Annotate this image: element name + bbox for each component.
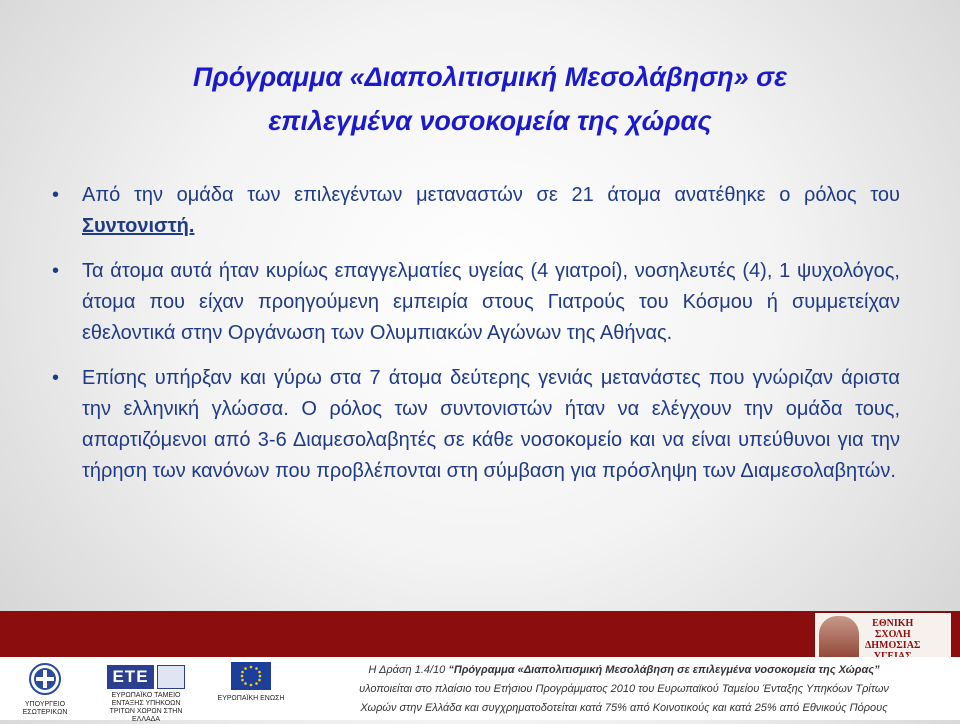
bullet-1-text: Από την ομάδα των επιλεγέντων μεταναστών σε 21 άτομα ανατέθηκε ο ρόλος του (82, 184, 900, 206)
school-line-3: ΔΗΜΟΣΙΑΣ (865, 640, 921, 651)
school-line-2: ΣΧΟΛΗ (874, 629, 911, 640)
slide-title-line-1: Πρόγραμμα «Διαπολιτισμική Μεσολάβηση» σε (193, 62, 787, 92)
ministry-logo (6, 662, 84, 717)
ministry-caption: ΥΠΟΥΡΓΕΙΟ ΕΣΩΤΕΡΙΚΩΝ (22, 701, 68, 716)
eu-flag-icon (231, 662, 271, 690)
bullet-2-text: Τα άτομα αυτά ήταν κυρίως επαγγελματίες υγείας (4 γιατροί), νοσηλευτές (4), 1 ψυχολόγος, άτομα που είχαν προηγούμενη εμπειρία στους Γιατρούς του Κόσμου ή συμμετείχαν εθελοντικά στην Οργάνωση των Ολυμπιακών Αγώνων της Αθήνας. (82, 260, 900, 344)
slide-title-line-2: επιλεγμένα νοσοκομεία της χώρας (268, 106, 712, 136)
ete-logo (100, 662, 192, 724)
greek-emblem-icon (28, 662, 62, 696)
funding-line-2: υλοποιείται στο πλαίσιο του Ετήσιου Προγράμματος 2010 του Ευρωπαϊκού Ταμείου Ένταξης Υπηκόων Τρίτων (359, 683, 889, 695)
bullet-list (48, 180, 900, 501)
ete-caption: ΕΥΡΩΠΑΪΚΟ ΤΑΜΕΙΟ ΕΝΤΑΞΗΣ ΥΠΗΚΟΩΝ ΤΡΙΤΩΝ ΧΩΡΩΝ ΣΤΗΝ ΕΛΛΑΔΑ (109, 692, 183, 723)
eu-caption: ΕΥΡΩΠΑΪΚΗ ΕΝΩΣΗ (217, 695, 285, 702)
coordinator-term: Συντονιστή. (82, 215, 195, 237)
bullet-item-2 (48, 256, 900, 349)
ete-emblem-icon (157, 665, 185, 689)
funding-line-1-prefix: Η Δράση 1.4/10 (368, 664, 449, 676)
bullet-marker: • (52, 184, 60, 206)
eu-logo (212, 662, 290, 703)
bullet-item-3 (48, 363, 900, 487)
funding-statement (298, 661, 950, 718)
school-logo-text (865, 618, 920, 662)
funding-line-1-program: “Πρόγραμμα «Διαπολιτισμική Μεσολάβηση σε επιλεγμένα νοσοκομεία της Χώρας” (448, 664, 880, 676)
bullet-item-1 (48, 180, 900, 242)
ete-mark: ΕΤΕ (107, 665, 153, 689)
school-line-1: ΕΘΝΙΚΗ (872, 618, 914, 629)
funding-line-3: Χωρών στην Ελλάδα και συγχρηματοδοτείται κατά 75% από Κοινοτικούς και κατά 25% από Εθνικούς Πόρους (360, 702, 888, 714)
slide-title (60, 55, 920, 143)
bullet-3-text: Επίσης υπήρξαν και γύρω στα 7 άτομα δεύτερης γενιάς μετανάστες που γνώριζαν άριστα την ελληνική γλώσσα. Ο ρόλος των συντονιστών ήταν να ελέγχουν την ομάδα τους, απαρτιζόμενοι από 3-6 Διαμεσολαβητές σε κάθε νοσοκομείο και να είναι υπεύθυνοι για την τήρηση των κανόνων που προβλέπονται στη σύμβαση για πρόσληψη των Διαμεσολαβητών. (82, 367, 900, 482)
bullet-marker: • (52, 260, 60, 282)
bullet-marker: • (52, 367, 60, 389)
